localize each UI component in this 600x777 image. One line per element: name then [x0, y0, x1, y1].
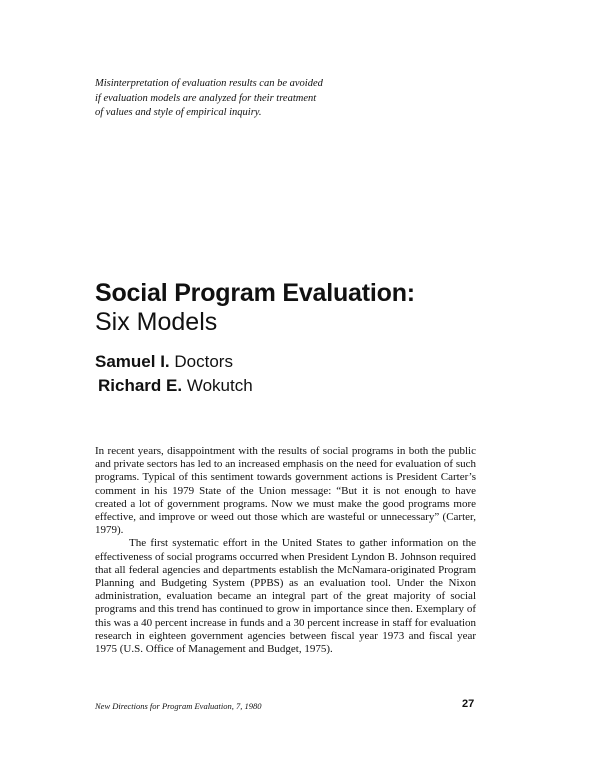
article-title [95, 279, 515, 337]
title-line-1: Social Program Evaluation: [95, 279, 415, 307]
title-line-2: Six Models [95, 308, 218, 336]
abstract-epigraph [95, 77, 455, 121]
footer-citation: New Directions for Program Evaluation, 7, 1980 [95, 701, 262, 711]
abstract-line: if evaluation models are analyzed for their treatment [95, 92, 317, 104]
body-text [95, 445, 476, 656]
author-2-first-name: Richard E. [98, 376, 183, 395]
author-list [95, 350, 253, 398]
abstract-line: of values and style of empirical inquiry. [95, 107, 262, 118]
abstract-line: Misinterpretation of evaluation results can be avoided [95, 78, 323, 89]
page-number: 27 [462, 698, 475, 710]
author-2-last-name: Wokutch [186, 376, 253, 395]
author-1 [95, 350, 253, 374]
author-1-last-name: Doctors [174, 352, 233, 371]
author-1-first-name: Samuel I. [95, 352, 170, 371]
body-paragraph-1: In recent years, disappointment with the results of social programs in both the public and private sectors has led to an increased emphasis on the need for evaluation of such programs. Typical of this sentiment towards government actions is President Carter’s comment in his 1979 State of the Union message: “But it is not enough to have created a lot of government programs. Now we must make the good programs more effective, and improve or weed out those which are wasteful or unnecessary” (Carter, 1979). [95, 445, 476, 537]
body-paragraph-2: The first systematic effort in the United States to gather information on the effectiveness of social programs occurred when President Lyndon B. Johnson required that all federal agencies and departments establish the McNamara-originated Program Planning and Budgeting System (PPBS) as an evaluation tool. Under the Nixon administration, evaluation became an integral part of the great majority of social programs and this trend has continued to grow in importance since then. Exemplary of this was a 40 percent increase in funds and a 30 percent increase in staff for evaluation research in eighteen government agencies between fiscal year 1973 and fiscal year 1975 (U.S. Office of Management and Budget, 1975). [95, 537, 476, 656]
author-2 [95, 374, 253, 398]
